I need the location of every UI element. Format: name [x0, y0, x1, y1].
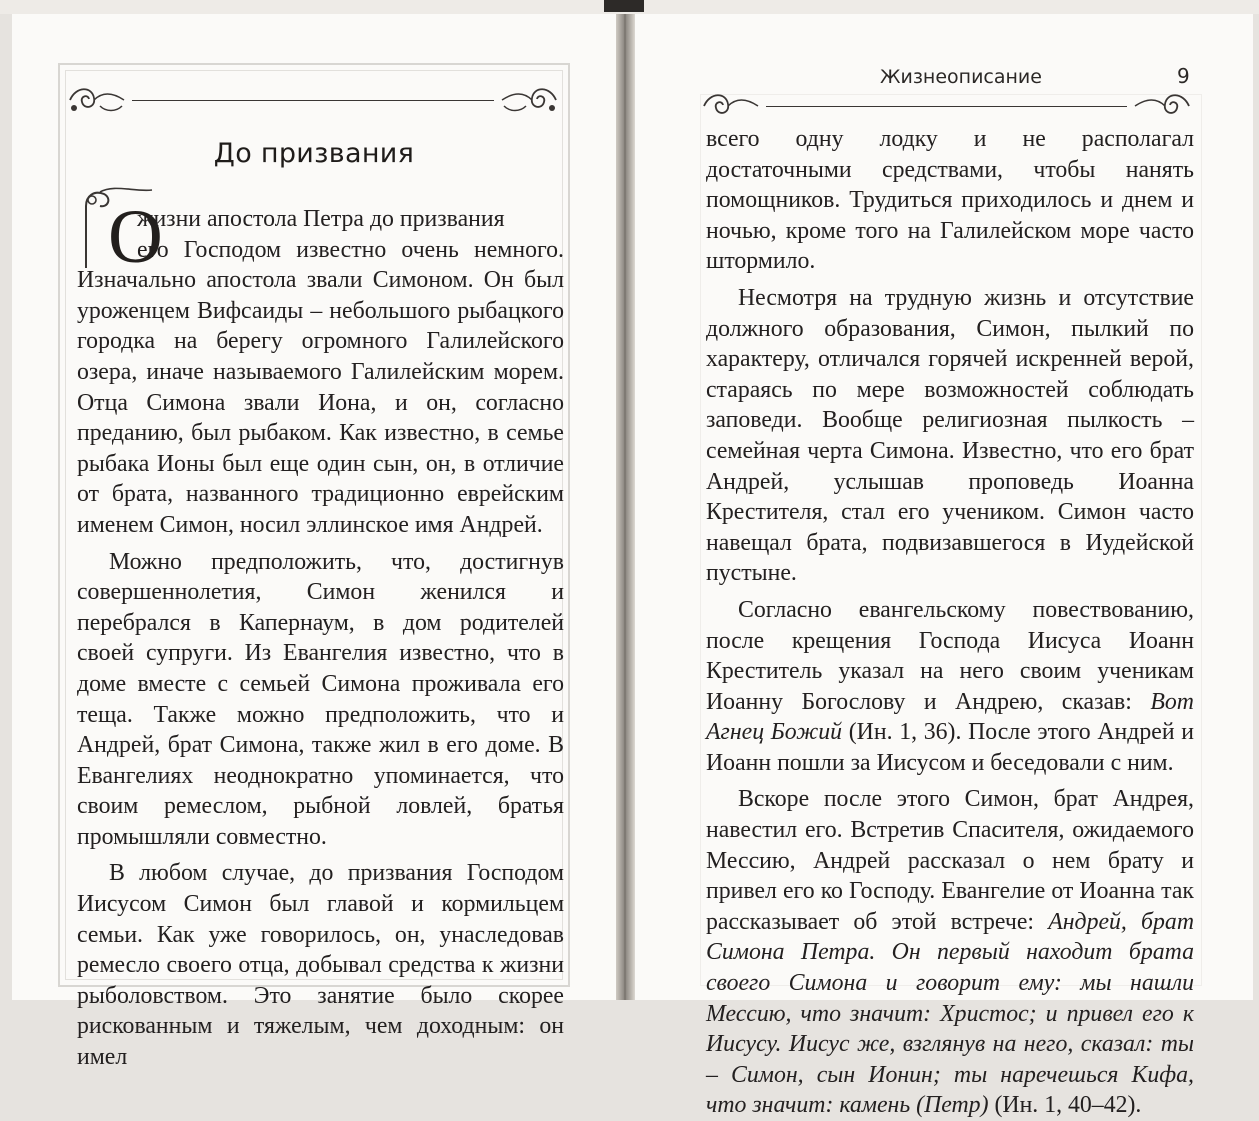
chapter-title: До призвания — [213, 138, 415, 169]
paragraph: жизни апостола Петра до призвания его Господом известно очень немного. Изначально апостола звали Симоном. Он был уроженцем Вифсаиды – небольшого рыбацкого городка на берегу огромного Галилейского озера, иначе называемого Галилейским морем. Отца Симона звали Иона, и он, согласно преданию, был рыбаком. Как известно, в семье рыбака Ионы был еще один сын, он, в отличие от брата, названного традиционно еврейским именем Симон, носил эллинское имя Андрей. — [77, 206, 564, 538]
right-body-text — [706, 124, 1194, 1121]
paragraph: Вскоре после этого Симон, брат Андрея, навестил его. Встретив Спасителя, ожидаемого Мессию, Андрей рассказал о нем брату и привел его ко Господу. Евангелие от Иоанна так рассказывает об этой встрече: Андрей, брат Симона Петра. Он первый находит брата своего Симона и говорит ему: мы нашли Мессию, что значит: Христос; и привел его к Иисусу. Иисус же, взглянув на него, сказал: ты – Симон, сын Ионин; ты наречешься Кифа, что значит: камень (Петр) (Ин. 1, 40–42). — [706, 786, 1194, 1119]
paragraph: Можно предположить, что, достигнув совершеннолетия, Симон женился и перебрался в Капернаум, в дом родителей своей супруги. Из Евангелия известно, что в доме вместе с семьей Симона проживала его теща. Также можно предположить, что и Андрей, брат Симона, также жил в его доме. В Евангелиях неоднократно упоминается, что своим ремеслом, рыбной ловлей, братья промышляли совместно. — [77, 548, 564, 850]
paragraph: Согласно евангельскому повествованию, после крещения Господа Иисуса Иоанн Креститель указал на него своим ученикам Иоанну Богослову и Андрею, сказав: Вот Агнец Божий (Ин. 1, 36). После этого Андрей и Иоанн пошли за Иисусом и беседовали с ним. — [706, 596, 1195, 776]
left-body-text — [77, 195, 564, 1073]
left-header-ornament — [66, 80, 560, 120]
paragraph: всего одну лодку и не располагал достаточными средствами, чтобы нанять помощников. Трудиться приходилось и днем и ночью, кроме того на Галилейском море часто штормило. — [706, 126, 1194, 275]
flourish-icon — [66, 82, 128, 118]
dropcap-letter: О — [108, 195, 163, 279]
book-gutter — [616, 14, 634, 1000]
page-number: 9 — [1177, 64, 1190, 88]
running-head: Жизнеописание — [880, 66, 1042, 88]
flourish-icon — [700, 88, 762, 124]
right-header-ornament — [700, 86, 1193, 126]
paragraph: В любом случае, до призвания Господом Иисусом Симон был главой и кормильцем семьи. Как уже говорилось, он, унаследовав ремесло своего отца, добывал средства к жизни рыболовством. Это занятие было скорее рискованным и тяжелым, чем доходным: он имел — [77, 860, 564, 1071]
paragraph: Несмотря на трудную жизнь и отсутствие должного образования, Симон, пылкий по характеру, отличался горячей искренней верой, стараясь по мере возможностей соблюдать заповеди. Вообще религиозная пылкость – семейная черта Симона. Известно, что его брат Андрей, услышав проповедь Иоанна Крестителя, стал его учеником. Симон часто навещал брата, подвизавшегося в Иудейской пустыне. — [706, 284, 1194, 587]
flourish-icon — [1131, 88, 1193, 124]
flourish-icon — [498, 82, 560, 118]
spine-top — [604, 0, 644, 12]
